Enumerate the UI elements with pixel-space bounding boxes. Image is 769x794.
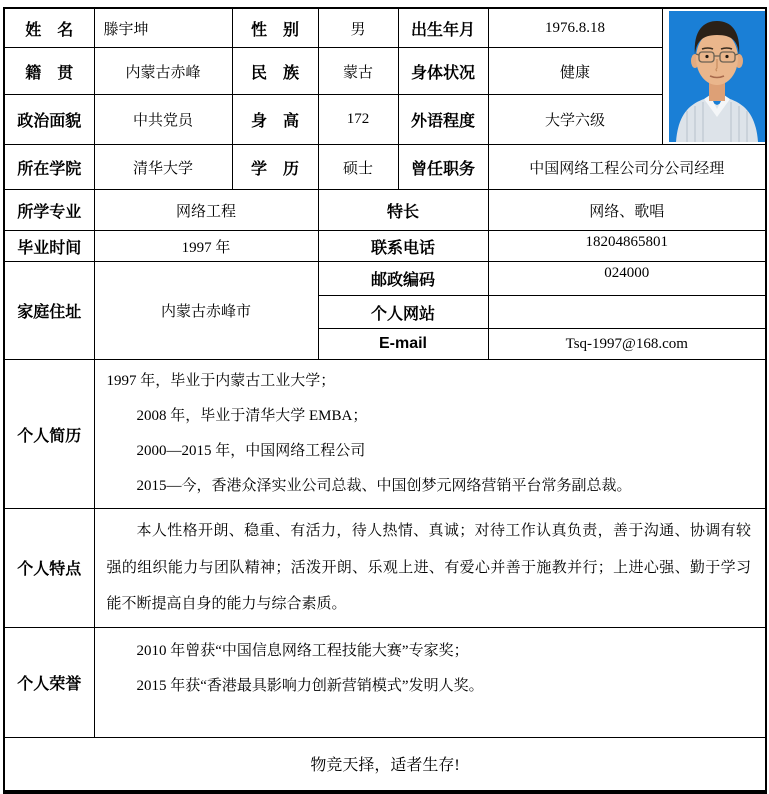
- resume-line: 2008 年，毕业于清华大学 EMBA；: [136, 408, 368, 424]
- traits-section-label: 个人特点: [4, 509, 94, 628]
- postcode-value: 024000: [488, 262, 766, 296]
- past-position-label: 曾任职务: [398, 145, 488, 190]
- major-label: 所学专业: [4, 190, 94, 231]
- foreign-language-label: 外语程度: [398, 95, 488, 145]
- origin-value: 内蒙古赤峰: [94, 48, 232, 95]
- birthdate-value: 1976.8.18: [488, 8, 662, 48]
- email-value: Tsq-1997@168.com: [488, 329, 766, 360]
- degree-value: 硕士: [318, 145, 398, 190]
- address-label: 家庭住址: [4, 262, 94, 360]
- honor-line: 2010 年曾获“中国信息网络工程技能大赛”专家奖；: [136, 642, 469, 659]
- resume-section-label: 个人简历: [4, 360, 94, 509]
- origin-label: 籍 贯: [4, 48, 94, 95]
- email-label: E-mail: [318, 329, 488, 360]
- resume-line: 2000—2015 年，中国网络工程公司: [136, 443, 366, 459]
- graduation-label: 毕业时间: [4, 231, 94, 262]
- specialty-label: 特长: [318, 190, 488, 231]
- honors-section-label: 个人荣誉: [4, 627, 94, 737]
- phone-label: 联系电话: [318, 231, 488, 262]
- website-value: [488, 296, 766, 329]
- birthdate-label: 出生年月: [398, 8, 488, 48]
- ethnic-label: 民 族: [232, 48, 318, 95]
- past-position-value: 中国网络工程公司分公司经理: [488, 145, 766, 190]
- id-photo-icon: [669, 11, 765, 142]
- traits-text: 本人性格开朗、稳重、有活力，待人热情、真诚；对待工作认真负责，善于沟通、协调有较强的组织能力与团队精神；活泼开朗、乐观上进、有爱心并善于施教并行；上进心强、勤于学习能不断提高自身的能力与综合素质。: [106, 523, 751, 612]
- website-label: 个人网站: [318, 296, 488, 329]
- resume-section-content: [94, 360, 766, 509]
- college-label: 所在学院: [4, 145, 94, 190]
- height-value: 172: [318, 95, 398, 145]
- political-label: 政治面貌: [4, 95, 94, 145]
- major-value: 网络工程: [94, 190, 318, 231]
- resume-table: [3, 7, 767, 794]
- health-value: 健康: [488, 48, 662, 95]
- address-value: 内蒙古赤峰市: [94, 262, 318, 360]
- resume-line: 2015—今，香港众泽实业公司总裁、中国创梦元网络营销平台常务副总裁。: [136, 478, 632, 494]
- motto-text: 物竞天择，适者生存!: [4, 737, 766, 792]
- specialty-value: 网络、歌唱: [488, 190, 766, 231]
- political-value: 中共党员: [94, 95, 232, 145]
- gender-label: 性 别: [232, 8, 318, 48]
- gender-value: 男: [318, 8, 398, 48]
- graduation-value: 1997 年: [94, 231, 318, 262]
- postcode-label: 邮政编码: [318, 262, 488, 296]
- honors-section-content: [94, 627, 766, 737]
- resume-line: 1997 年，毕业于内蒙古工业大学；: [106, 373, 336, 389]
- traits-section-content: [94, 509, 766, 628]
- degree-label: 学 历: [232, 145, 318, 190]
- name-label: 姓 名: [4, 8, 94, 48]
- foreign-language-value: 大学六级: [488, 95, 662, 145]
- photo-cell: [662, 8, 766, 145]
- honor-line: 2015 年获“香港最具影响力创新营销模式”发明人奖。: [136, 677, 484, 694]
- ethnic-value: 蒙古: [318, 48, 398, 95]
- height-label: 身 高: [232, 95, 318, 145]
- name-value: 滕宇坤: [94, 8, 232, 48]
- health-label: 身体状况: [398, 48, 488, 95]
- college-value: 清华大学: [94, 145, 232, 190]
- phone-value: 18204865801: [488, 231, 766, 262]
